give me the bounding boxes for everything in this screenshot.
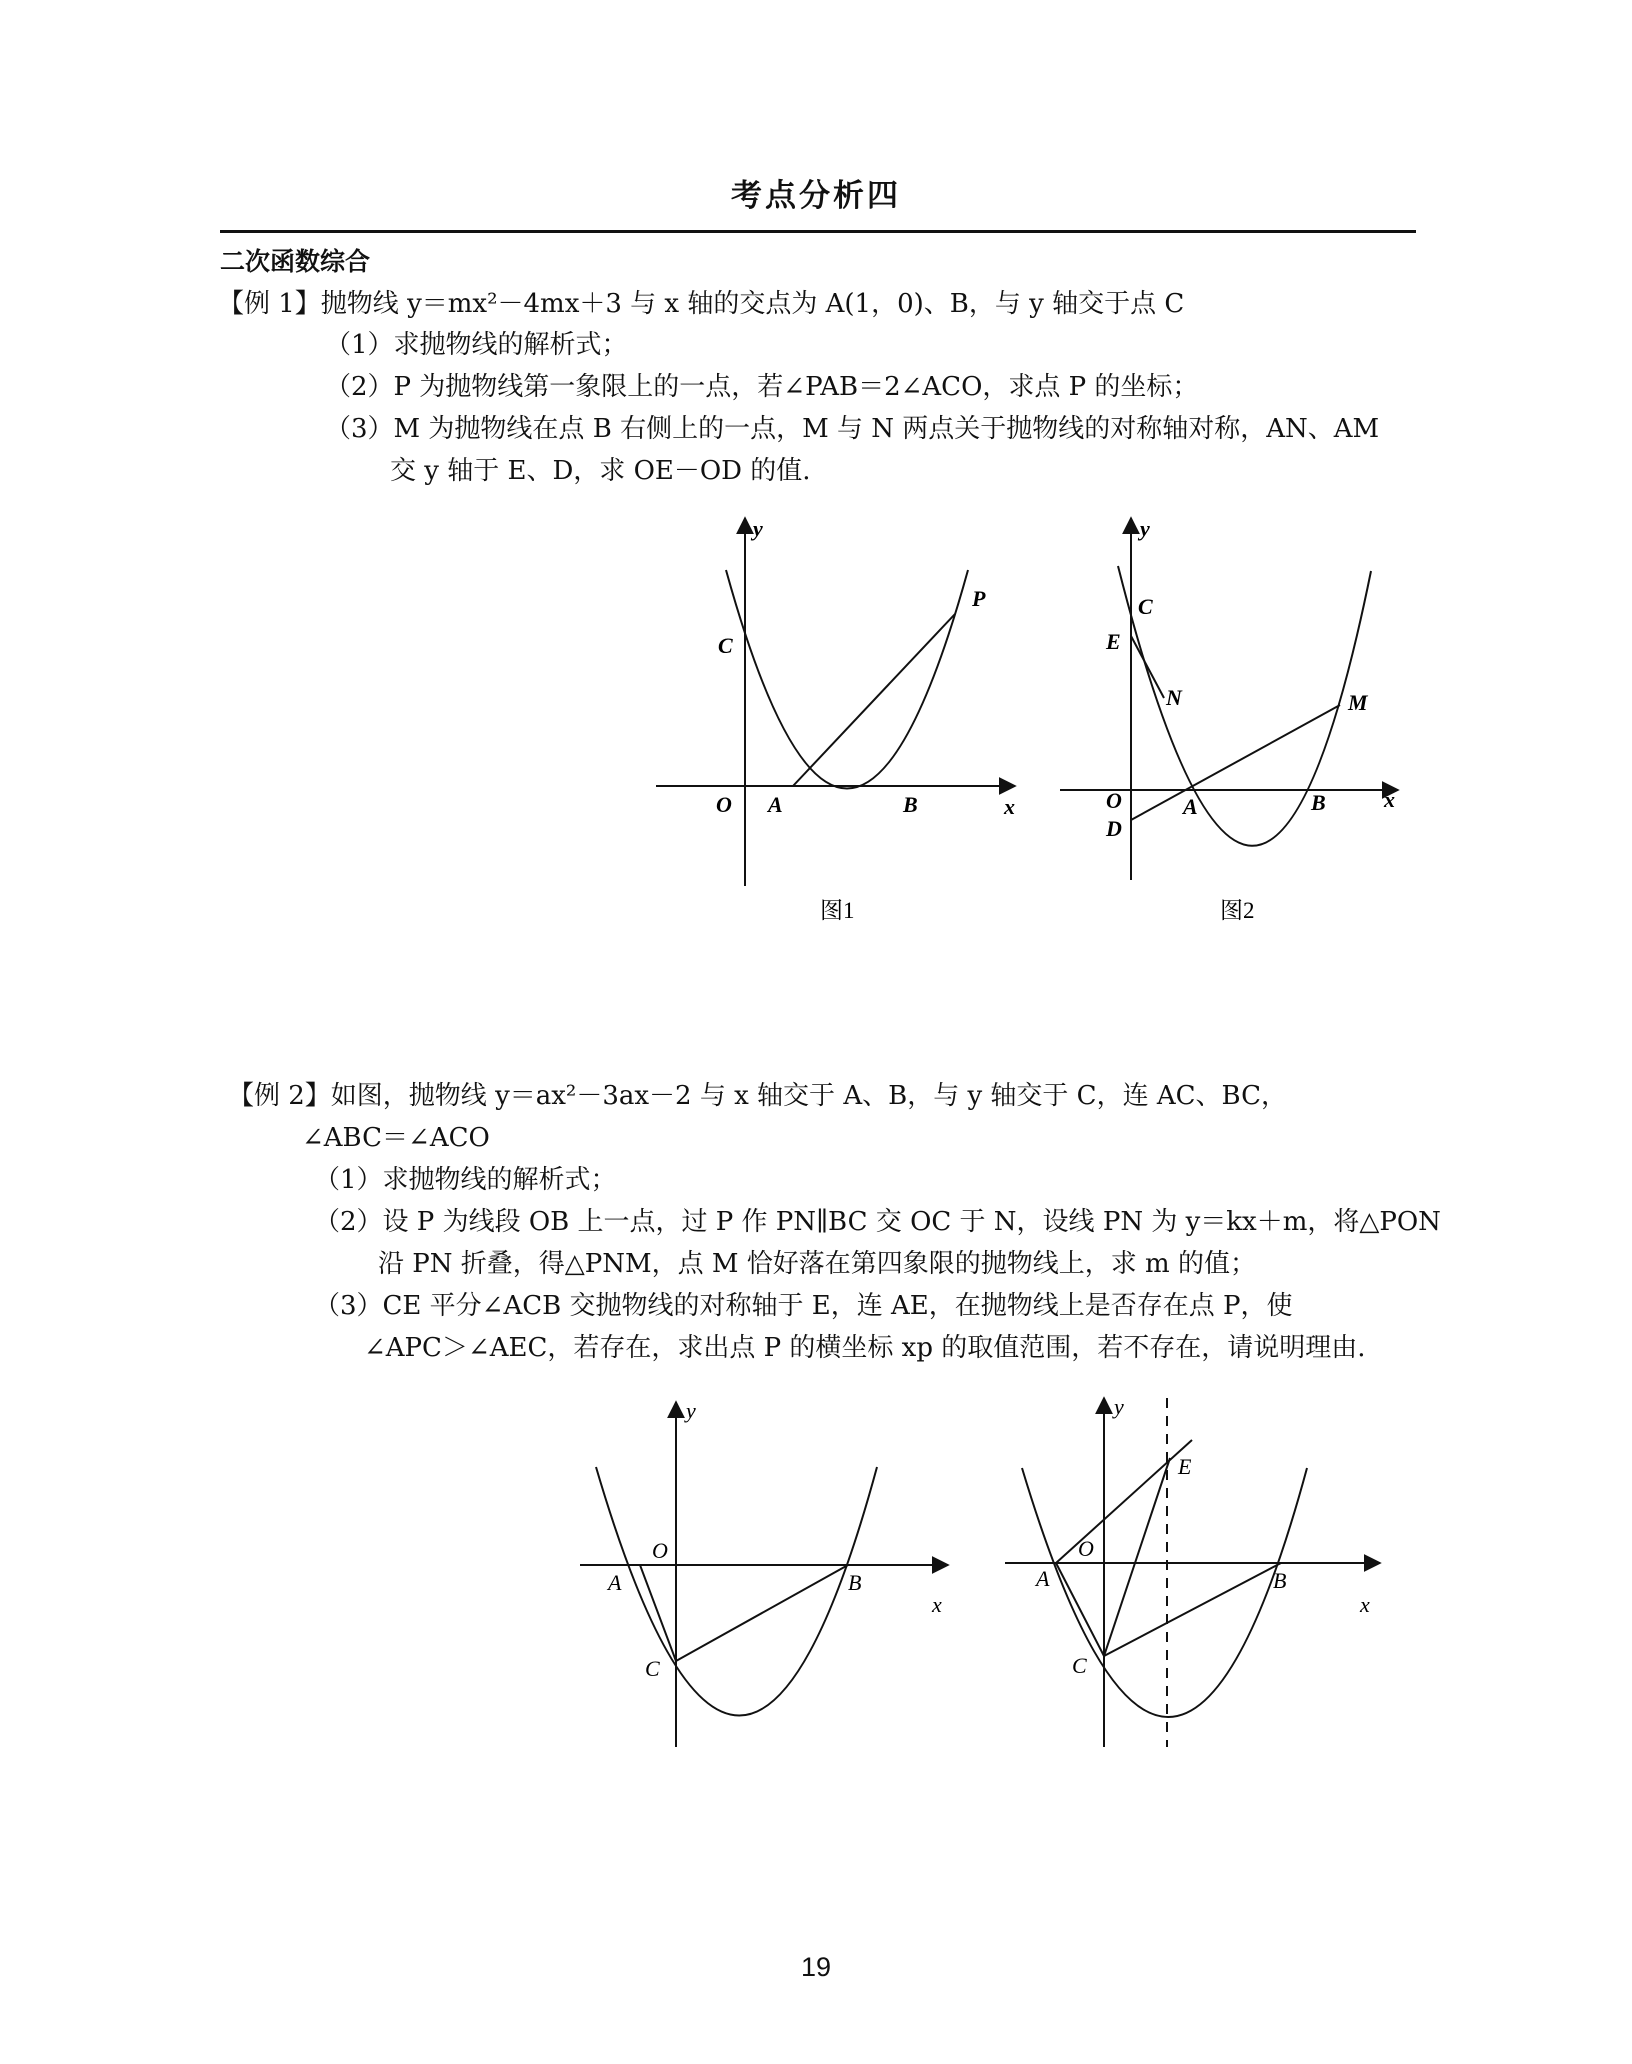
title-rule [220, 230, 1416, 233]
example1-stem: 【例 1】抛物线 y＝mx²－4mx＋3 与 x 轴的交点为 A(1，0)、B，与 y 轴交于点 C [218, 289, 1185, 319]
fig1-label-p: P [972, 586, 986, 611]
fig4-parabola [1022, 1468, 1307, 1717]
example2-figure3 [570, 1390, 970, 1760]
fig2-segment-en [1131, 636, 1164, 698]
fig1-label-o: O [716, 792, 732, 817]
example1-question-3-line1: （3）M 为抛物线在点 B 右侧上的一点，M 与 N 两点关于抛物线的对称轴对称，AN、AM [325, 414, 1380, 444]
fig1-segment-ap [793, 614, 955, 786]
fig2-caption: 图2 [1220, 898, 1255, 923]
fig2-segment-nmd [1131, 705, 1340, 820]
fig1-label-x: x [1004, 794, 1015, 819]
fig4-label-e: E [1178, 1454, 1192, 1479]
fig4-label-a: A [1036, 1566, 1050, 1591]
fig3-label-c: C [645, 1656, 660, 1681]
example1-figure2 [1050, 505, 1420, 935]
example2-figure4 [995, 1390, 1395, 1760]
fig4-segment-ae-extended [1056, 1440, 1192, 1563]
fig4-label-c: C [1072, 1653, 1087, 1678]
fig2-label-b: B [1311, 790, 1326, 815]
example1-figure1 [650, 505, 1030, 935]
fig2-label-a: A [1183, 794, 1198, 819]
fig2-label-c: C [1138, 594, 1153, 619]
example1-question-3-line2: 交 y 轴于 E、D，求 OE－OD 的值. [390, 456, 811, 486]
fig2-label-y: y [1140, 516, 1150, 541]
example1-question-2: （2）P 为抛物线第一象限上的一点，若∠PAB＝2∠ACO，求点 P 的坐标； [325, 372, 1199, 402]
fig3-label-o: O [652, 1538, 668, 1563]
example2-question-1: （1）求抛物线的解析式； [314, 1165, 617, 1195]
fig3-parabola [596, 1467, 877, 1716]
example2-stem-line2: ∠ABC＝∠ACO [302, 1123, 490, 1153]
page-number: 19 [800, 1952, 832, 1982]
fig1-label-y: y [753, 516, 763, 541]
fig2-parabola [1118, 566, 1371, 846]
fig4-label-b: B [1273, 1568, 1287, 1593]
fig4-label-o: O [1078, 1536, 1094, 1561]
example2-question-3-line2: ∠APC＞∠AEC，若存在，求出点 P 的横坐标 xp 的取值范围，若不存在，请说明理由. [364, 1333, 1366, 1363]
fig2-label-x: x [1384, 787, 1395, 812]
fig2-label-n: N [1166, 685, 1182, 710]
fig1-caption: 图1 [820, 898, 855, 923]
fig4-label-y: y [1114, 1394, 1124, 1419]
fig3-label-y: y [686, 1398, 696, 1423]
fig3-segment-ac [640, 1565, 676, 1661]
fig2-label-e: E [1106, 629, 1121, 654]
example1-question-1: （1）求抛物线的解析式； [325, 330, 628, 360]
section-heading: 二次函数综合 [220, 247, 371, 276]
example2-stem: 【例 2】如图，抛物线 y＝ax²－3ax－2 与 x 轴交于 A、B，与 y 轴交于 C，连 AC、BC， [228, 1081, 1287, 1111]
example2-question-2-line1: （2）设 P 为线段 OB 上一点，过 P 作 PN∥BC 交 OC 于 N，设线 PN 为 y＝kx＋m，将△PON [314, 1207, 1441, 1237]
fig1-label-b: B [903, 792, 918, 817]
fig1-parabola [726, 570, 968, 789]
fig3-segment-bc [676, 1565, 848, 1661]
fig4-segment-ac [1056, 1563, 1104, 1656]
fig3-label-x: x [932, 1592, 942, 1617]
fig3-label-a: A [608, 1570, 622, 1595]
fig1-label-c: C [718, 633, 733, 658]
fig2-label-d: D [1106, 816, 1122, 841]
example2-question-2-line2: 沿 PN 折叠，得△PNM，点 M 恰好落在第四象限的抛物线上，求 m 的值； [378, 1249, 1256, 1279]
fig1-label-a: A [768, 792, 783, 817]
fig2-label-o: O [1106, 788, 1122, 813]
example2-question-3-line1: （3）CE 平分∠ACB 交抛物线的对称轴于 E，连 AE，在抛物线上是否存在点 P，使 [314, 1291, 1293, 1321]
fig3-label-b: B [848, 1570, 862, 1595]
fig2-label-m: M [1348, 690, 1368, 715]
fig4-label-x: x [1360, 1592, 1370, 1617]
page-title: 考点分析四 [731, 178, 901, 214]
